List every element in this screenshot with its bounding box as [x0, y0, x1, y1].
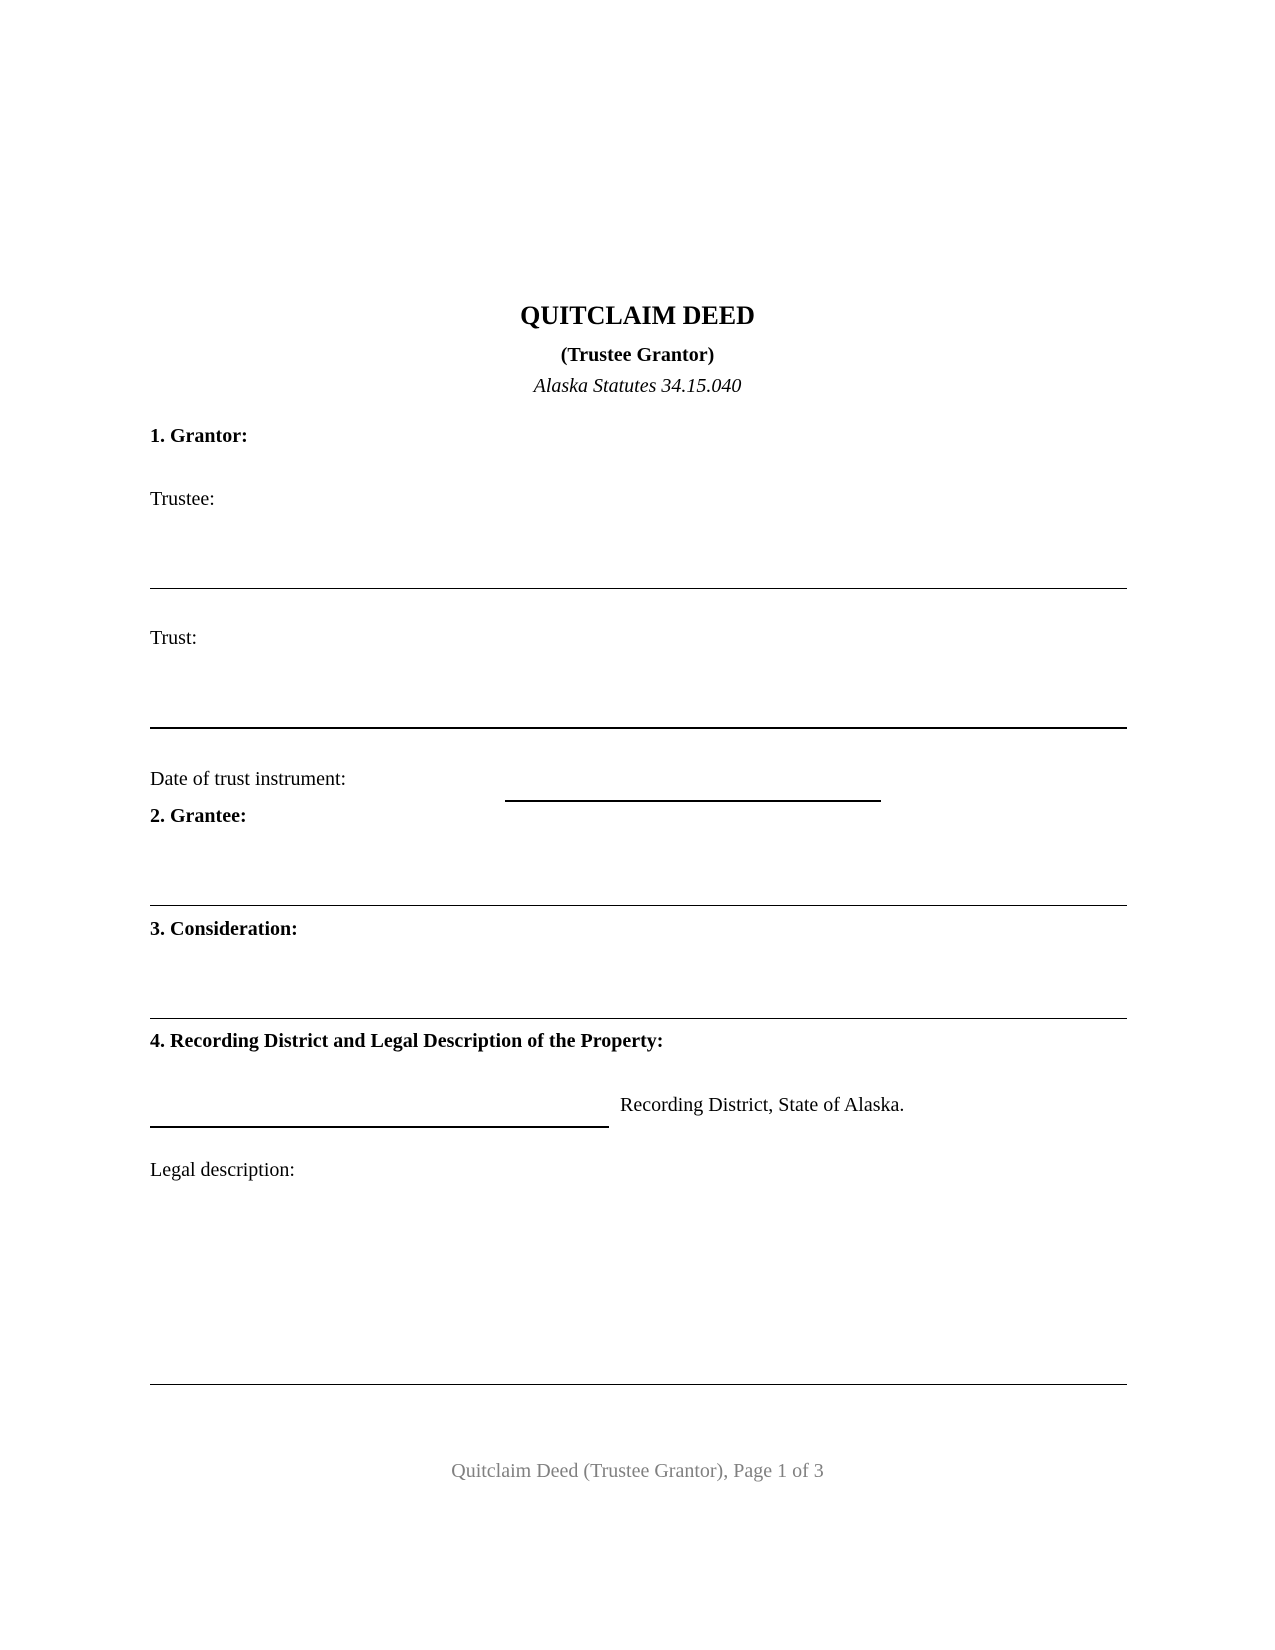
grantor-heading: 1. Grantor: [150, 425, 248, 447]
document-title: QUITCLAIM DEED [520, 301, 755, 330]
legal-description-line[interactable] [150, 1384, 1127, 1385]
trust-date-label: Date of trust instrument: [150, 768, 347, 790]
trustee-label: Trustee: [150, 488, 215, 510]
legal-description-label: Legal description: [150, 1159, 295, 1181]
trust-label: Trust: [150, 627, 198, 649]
consideration-line[interactable] [150, 1018, 1127, 1019]
trustee-line[interactable] [150, 588, 1127, 589]
document-subtitle: (Trustee Grantor) [560, 344, 715, 366]
grantee-line[interactable] [150, 905, 1127, 906]
recording-district-suffix: Recording District, State of Alaska. [620, 1094, 905, 1116]
statute-reference: Alaska Statutes 34.15.040 [533, 375, 742, 397]
recording-district-heading: 4. Recording District and Legal Description of the Property: [150, 1030, 664, 1052]
page-footer: Quitclaim Deed (Trustee Grantor), Page 1 of 3 [451, 1460, 824, 1482]
recording-district-line[interactable] [150, 1126, 609, 1128]
grantee-heading: 2. Grantee: [150, 805, 247, 827]
trust-line[interactable] [150, 727, 1127, 729]
consideration-heading: 3. Consideration: [150, 918, 298, 940]
trust-date-line[interactable] [505, 800, 881, 802]
